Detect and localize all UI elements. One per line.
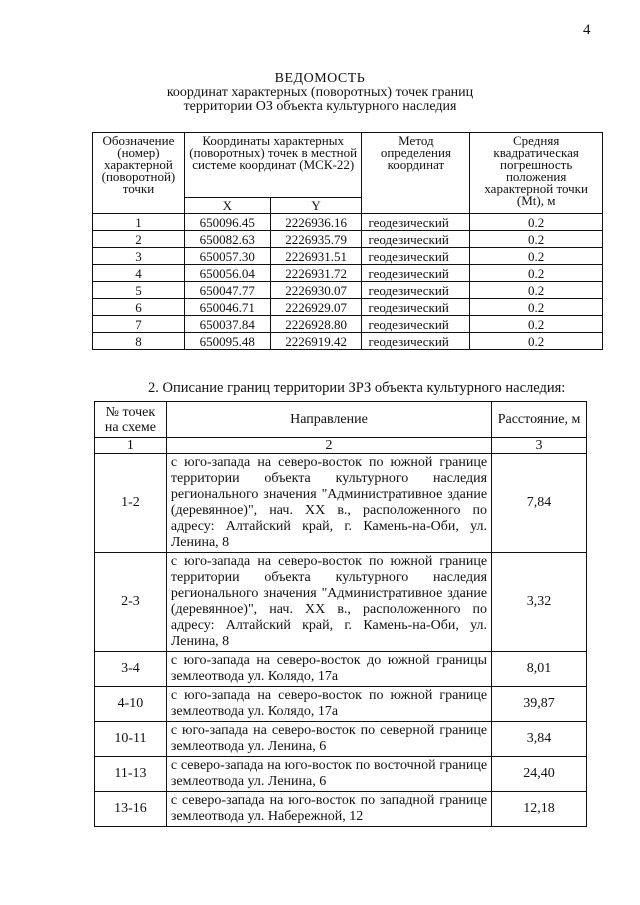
method-cell: геодезический	[362, 265, 470, 282]
table-row	[95, 792, 587, 827]
distance-cell: 12,18	[492, 792, 587, 827]
method-cell: геодезический	[362, 333, 470, 350]
y-coordinate-cell: 2226919.42	[270, 333, 362, 350]
segment-cell: 4-10	[95, 687, 167, 722]
table-row	[93, 282, 603, 299]
distance-cell: 8,01	[492, 652, 587, 687]
direction-cell: с северо-запада на юго-восток по западной границе землеотвода ул. Набережной, 12	[166, 792, 491, 827]
header-accuracy: Средняя квадратическая погрешность положения характерной точки (Mt), м	[470, 133, 603, 214]
table-row	[95, 652, 587, 687]
header-x: X	[184, 198, 270, 214]
direction-cell: с юго-запада на северо-восток по южной границе территории объекта культурного наследия регионального значения "Административное здание (деревянное)", нач. XX в., расположенного по адресу: Алтайский край, г. Камень-на-Оби, ул. Ленина, 8	[166, 454, 491, 553]
table-row	[93, 248, 603, 265]
accuracy-cell: 0.2	[470, 316, 603, 333]
header-distance: Расстояние, м	[492, 402, 587, 438]
y-coordinate-cell: 2226931.72	[270, 265, 362, 282]
table-row	[95, 722, 587, 757]
accuracy-cell: 0.2	[470, 231, 603, 248]
distance-cell: 39,87	[492, 687, 587, 722]
section-2-title: 2. Описание границ территории ЗРЗ объекта культурного наследия:	[148, 380, 566, 396]
x-coordinate-cell: 650096.45	[184, 214, 270, 231]
x-coordinate-cell: 650046.71	[184, 299, 270, 316]
method-cell: геодезический	[362, 299, 470, 316]
x-coordinate-cell: 650056.04	[184, 265, 270, 282]
table-row	[93, 265, 603, 282]
header-coordinates: Координаты характерных (поворотных) точек в местной системе координат (МСК-22)	[184, 133, 362, 198]
document-heading	[0, 72, 640, 114]
direction-cell: с юго-запада на северо-восток по южной границе территории объекта культурного наследия регионального значения "Административное здание (деревянное)", нач. XX в., расположенного по адресу: Алтайский край, г. Камень-на-Оби, ул. Ленина, 8	[166, 553, 491, 652]
point-number-cell: 7	[93, 316, 185, 333]
accuracy-cell: 0.2	[470, 282, 603, 299]
table-row	[93, 299, 603, 316]
borders-description-table	[94, 401, 587, 827]
table-row	[95, 687, 587, 722]
table-row	[93, 333, 603, 350]
direction-cell: с юго-запада на северо-восток по южной границе землеотвода ул. Колядо, 17а	[166, 687, 491, 722]
distance-cell: 3,32	[492, 553, 587, 652]
accuracy-cell: 0.2	[470, 333, 603, 350]
direction-cell: с юго-запада на северо-восток до южной границы землеотвода ул. Колядо, 17а	[166, 652, 491, 687]
point-number-cell: 5	[93, 282, 185, 299]
header-col-number-3: 3	[492, 438, 587, 454]
segment-cell: 10-11	[95, 722, 167, 757]
table-row	[95, 454, 587, 553]
accuracy-cell: 0.2	[470, 299, 603, 316]
accuracy-cell: 0.2	[470, 248, 603, 265]
table-row	[95, 553, 587, 652]
header-method: Метод определения координат	[362, 133, 470, 214]
segment-cell: 3-4	[95, 652, 167, 687]
table-row	[93, 231, 603, 248]
header-col-number-2: 2	[166, 438, 491, 454]
heading-subtitle-line-1: координат характерных (поворотных) точек границ	[166, 85, 474, 100]
header-point: Обозначение (номер) характерной (поворотной) точки	[93, 133, 185, 214]
y-coordinate-cell: 2226929.07	[270, 299, 362, 316]
table-row	[95, 757, 587, 792]
y-coordinate-cell: 2226935.79	[270, 231, 362, 248]
accuracy-cell: 0.2	[470, 214, 603, 231]
direction-cell: с юго-запада на северо-восток по северной границе землеотвода ул. Ленина, 6	[166, 722, 491, 757]
y-coordinate-cell: 2226928.80	[270, 316, 362, 333]
segment-cell: 13-16	[95, 792, 167, 827]
point-number-cell: 8	[93, 333, 185, 350]
borders-table-body	[95, 454, 587, 827]
header-col-number-1: 1	[95, 438, 167, 454]
header-points: № точек на схеме	[95, 402, 167, 438]
distance-cell: 7,84	[492, 454, 587, 553]
x-coordinate-cell: 650057.30	[184, 248, 270, 265]
method-cell: геодезический	[362, 248, 470, 265]
y-coordinate-cell: 2226930.07	[270, 282, 362, 299]
method-cell: геодезический	[362, 316, 470, 333]
point-number-cell: 4	[93, 265, 185, 282]
direction-cell: с северо-запада на юго-восток по восточной границе землеотвода ул. Ленина, 6	[166, 757, 491, 792]
header-direction: Направление	[166, 402, 491, 438]
segment-cell: 1-2	[95, 454, 167, 553]
y-coordinate-cell: 2226931.51	[270, 248, 362, 265]
segment-cell: 11-13	[95, 757, 167, 792]
point-number-cell: 1	[93, 214, 185, 231]
y-coordinate-cell: 2226936.16	[270, 214, 362, 231]
method-cell: геодезический	[362, 282, 470, 299]
header-y: Y	[270, 198, 362, 214]
method-cell: геодезический	[362, 231, 470, 248]
heading-subtitle-line-2: территории ОЗ объекта культурного наследия	[183, 99, 457, 114]
x-coordinate-cell: 650095.48	[184, 333, 270, 350]
heading-title: ВЕДОМОСТЬ	[274, 71, 366, 86]
method-cell: геодезический	[362, 214, 470, 231]
x-coordinate-cell: 650082.63	[184, 231, 270, 248]
page-number: 4	[583, 22, 591, 38]
distance-cell: 3,84	[492, 722, 587, 757]
coordinates-table-body	[93, 214, 603, 350]
point-number-cell: 2	[93, 231, 185, 248]
segment-cell: 2-3	[95, 553, 167, 652]
x-coordinate-cell: 650047.77	[184, 282, 270, 299]
table-row	[93, 214, 603, 231]
point-number-cell: 3	[93, 248, 185, 265]
x-coordinate-cell: 650037.84	[184, 316, 270, 333]
distance-cell: 24,40	[492, 757, 587, 792]
accuracy-cell: 0.2	[470, 265, 603, 282]
coordinates-table	[92, 132, 603, 350]
point-number-cell: 6	[93, 299, 185, 316]
table-row	[93, 316, 603, 333]
